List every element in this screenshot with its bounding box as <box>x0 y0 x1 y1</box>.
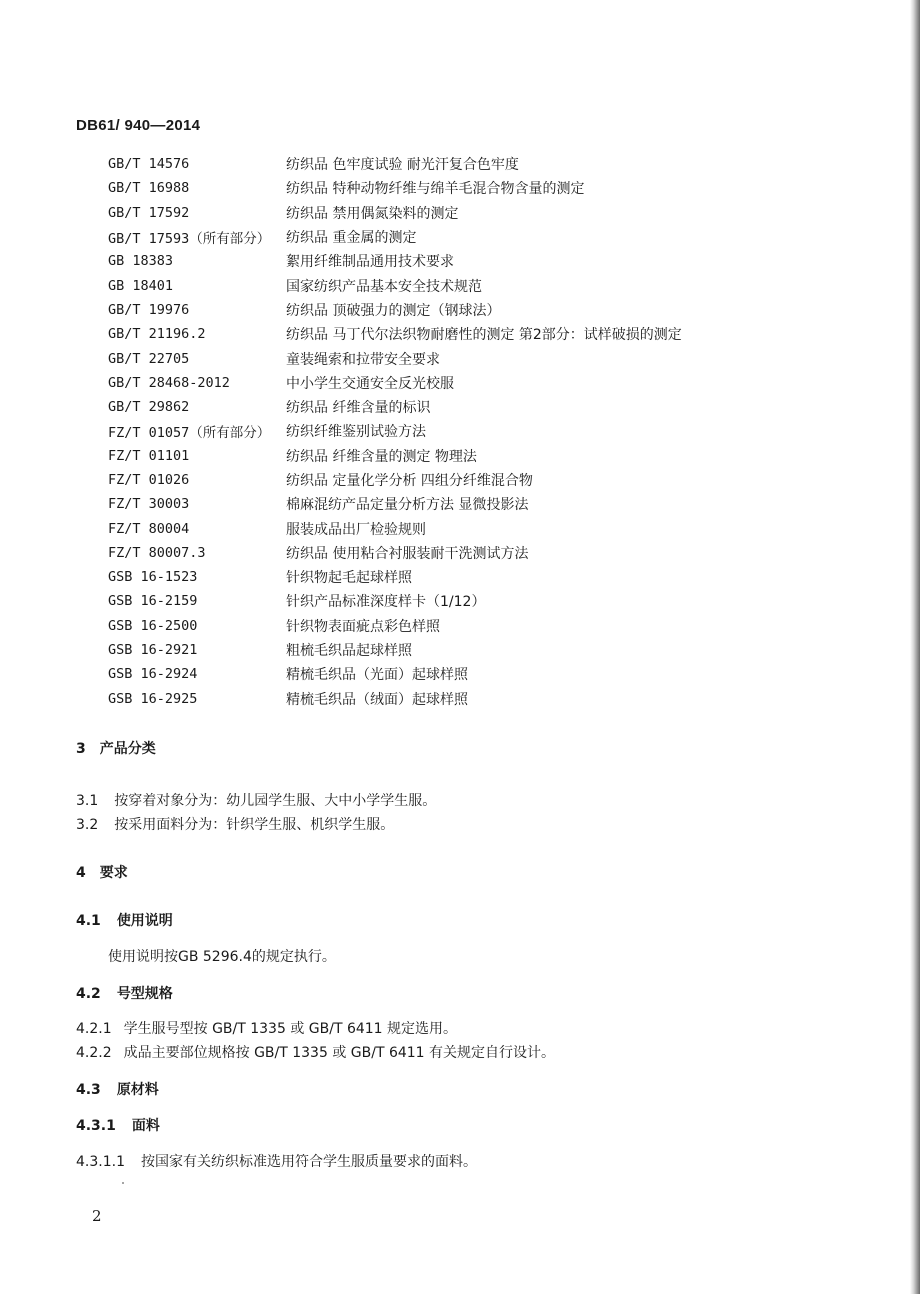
reference-title: 纺织品 特种动物纤维与绵羊毛混合物含量的测定 <box>286 181 585 198</box>
reference-row <box>108 225 788 249</box>
reference-row <box>108 492 788 516</box>
reference-title: 精梳毛织品（绒面）起球样照 <box>286 691 468 708</box>
section-title: 要求 <box>99 865 128 881</box>
reference-title: 针织物表面疵点彩色样照 <box>286 618 440 635</box>
reference-title: 针织物起毛起球样照 <box>286 570 412 587</box>
reference-row <box>108 298 788 322</box>
section-4-3-heading <box>76 1079 159 1099</box>
reference-title: 絮用纤维制品通用技术要求 <box>286 254 454 271</box>
reference-title: 粗梳毛织品起球样照 <box>286 643 412 660</box>
reference-row <box>108 395 788 419</box>
reference-title: 纺织品 纤维含量的测定 物理法 <box>286 448 477 465</box>
reference-code: GB/T 22705 <box>108 350 190 367</box>
clause-4-2-1 <box>76 1018 457 1038</box>
reference-code: FZ/T 80007.3 <box>108 544 206 561</box>
section-number: 4.3.1 <box>76 1118 116 1134</box>
section-number: 4 <box>76 865 86 881</box>
reference-row <box>108 371 788 395</box>
clause-3-2 <box>76 814 394 834</box>
document-id-header: DB61/ 940—2014 <box>76 117 201 134</box>
reference-code: GB/T 16988 <box>108 180 190 197</box>
section-number: 4.2 <box>76 986 101 1002</box>
section-3-heading <box>76 738 156 758</box>
clause-text: 按采用面料分为：针织学生服、机织学生服。 <box>114 817 395 833</box>
normative-references-list <box>108 152 788 711</box>
reference-title: 纺织品 重金属的测定 <box>286 230 417 247</box>
clause-3-1 <box>76 790 436 810</box>
clause-text: 学生服号型按 GB/T 1335 或 GB/T 6411 规定选用。 <box>123 1021 458 1037</box>
reference-title: 纺织品 使用粘合衬服装耐干洗测试方法 <box>286 545 529 562</box>
section-title: 使用说明 <box>116 913 173 929</box>
reference-code: GB/T 29862 <box>108 399 190 416</box>
reference-title: 纺织品 顶破强力的测定（钢球法） <box>286 302 501 319</box>
reference-row <box>108 419 788 443</box>
reference-title: 针织产品标准深度样卡（1/12） <box>286 594 486 611</box>
clause-4-2-2 <box>76 1042 555 1062</box>
section-4-2-heading <box>76 983 173 1003</box>
clause-number: 3.1 <box>76 793 99 809</box>
reference-row <box>108 638 788 662</box>
section-4-3-1-heading <box>76 1115 160 1135</box>
reference-row <box>108 273 788 297</box>
reference-code: FZ/T 01026 <box>108 472 190 488</box>
reference-row <box>108 468 788 492</box>
section-title: 号型规格 <box>116 986 173 1002</box>
reference-row <box>108 322 788 346</box>
reference-title: 纺织品 定量化学分析 四组分纤维混合物 <box>286 473 533 489</box>
reference-title: 纺织品 马丁代尔法织物耐磨性的测定 第2部分：试样破损的测定 <box>286 327 682 344</box>
reference-code: GB/T 17593（所有部分） <box>108 231 271 248</box>
reference-code: GB/T 17592 <box>108 204 190 221</box>
clause-number: 4.2.2 <box>76 1045 112 1061</box>
reference-code: GB/T 21196.2 <box>108 326 206 343</box>
clause-number: 4.2.1 <box>76 1021 112 1037</box>
reference-row <box>108 614 788 638</box>
section-number: 4.3 <box>76 1082 101 1098</box>
reference-row <box>108 589 788 613</box>
reference-title: 精梳毛织品（光面）起球样照 <box>286 667 468 684</box>
scan-edge-shadow <box>910 0 920 1294</box>
reference-row <box>108 444 788 468</box>
page-number: 2 <box>92 1207 102 1225</box>
reference-title: 纺织纤维鉴别试验方法 <box>286 424 426 441</box>
section-4-1-heading <box>76 910 173 930</box>
reference-code: FZ/T 30003 <box>108 496 190 513</box>
reference-row <box>108 346 788 370</box>
clause-4-3-1-1 <box>76 1151 477 1171</box>
reference-code: GSB 16-1523 <box>108 569 198 586</box>
reference-title: 服装成品出厂检验规则 <box>286 521 426 538</box>
reference-row <box>108 516 788 540</box>
clause-number: 4.3.1.1 <box>76 1154 125 1170</box>
reference-code: GSB 16-2924 <box>108 666 198 683</box>
reference-row <box>108 201 788 225</box>
reference-title: 中小学生交通安全反光校服 <box>286 375 454 392</box>
reference-title: 国家纺织产品基本安全技术规范 <box>286 278 482 295</box>
clause-number: 3.2 <box>76 817 99 833</box>
reference-code: GSB 16-2500 <box>108 617 198 634</box>
reference-row <box>108 249 788 273</box>
section-number: 4.1 <box>76 913 101 929</box>
reference-code: GB/T 19976 <box>108 301 190 318</box>
section-title: 产品分类 <box>99 741 156 757</box>
section-4-heading <box>76 862 128 882</box>
reference-code: GSB 16-2159 <box>108 593 198 610</box>
section-title: 面料 <box>131 1118 160 1134</box>
clause-4-1-text: 使用说明按GB 5296.4的规定执行。 <box>108 949 336 965</box>
reference-title: 纺织品 禁用偶氮染料的测定 <box>286 205 459 222</box>
reference-code: FZ/T 80004 <box>108 520 190 537</box>
reference-row <box>108 152 788 176</box>
reference-code: GB/T 28468-2012 <box>108 374 230 391</box>
reference-title: 棉麻混纺产品定量分析方法 显微投影法 <box>286 497 529 514</box>
reference-code: GSB 16-2921 <box>108 642 198 659</box>
reference-code: GSB 16-2925 <box>108 690 198 707</box>
reference-row <box>108 176 788 200</box>
reference-row <box>108 662 788 686</box>
clause-text: 按国家有关纺织标准选用符合学生服质量要求的面料。 <box>140 1154 477 1170</box>
reference-title: 纺织品 纤维含量的标识 <box>286 400 431 417</box>
clause-text: 按穿着对象分为：幼儿园学生服、大中小学学生服。 <box>114 793 437 809</box>
reference-code: GB/T 14576 <box>108 156 190 173</box>
section-number: 3 <box>76 741 86 757</box>
reference-title: 童装绳索和拉带安全要求 <box>286 351 440 368</box>
reference-code: GB 18401 <box>108 277 174 294</box>
section-title: 原材料 <box>116 1082 159 1098</box>
reference-code: FZ/T 01101 <box>108 447 190 464</box>
reference-code: FZ/T 01057（所有部分） <box>108 425 271 442</box>
reference-row <box>108 565 788 589</box>
reference-code: GB 18383 <box>108 253 174 270</box>
reference-row <box>108 687 788 711</box>
clause-text: 成品主要部位规格按 GB/T 1335 或 GB/T 6411 有关规定自行设计。 <box>123 1045 556 1061</box>
reference-row <box>108 541 788 565</box>
scan-speck <box>122 1182 124 1184</box>
reference-title: 纺织品 色牢度试验 耐光汗复合色牢度 <box>286 157 519 174</box>
